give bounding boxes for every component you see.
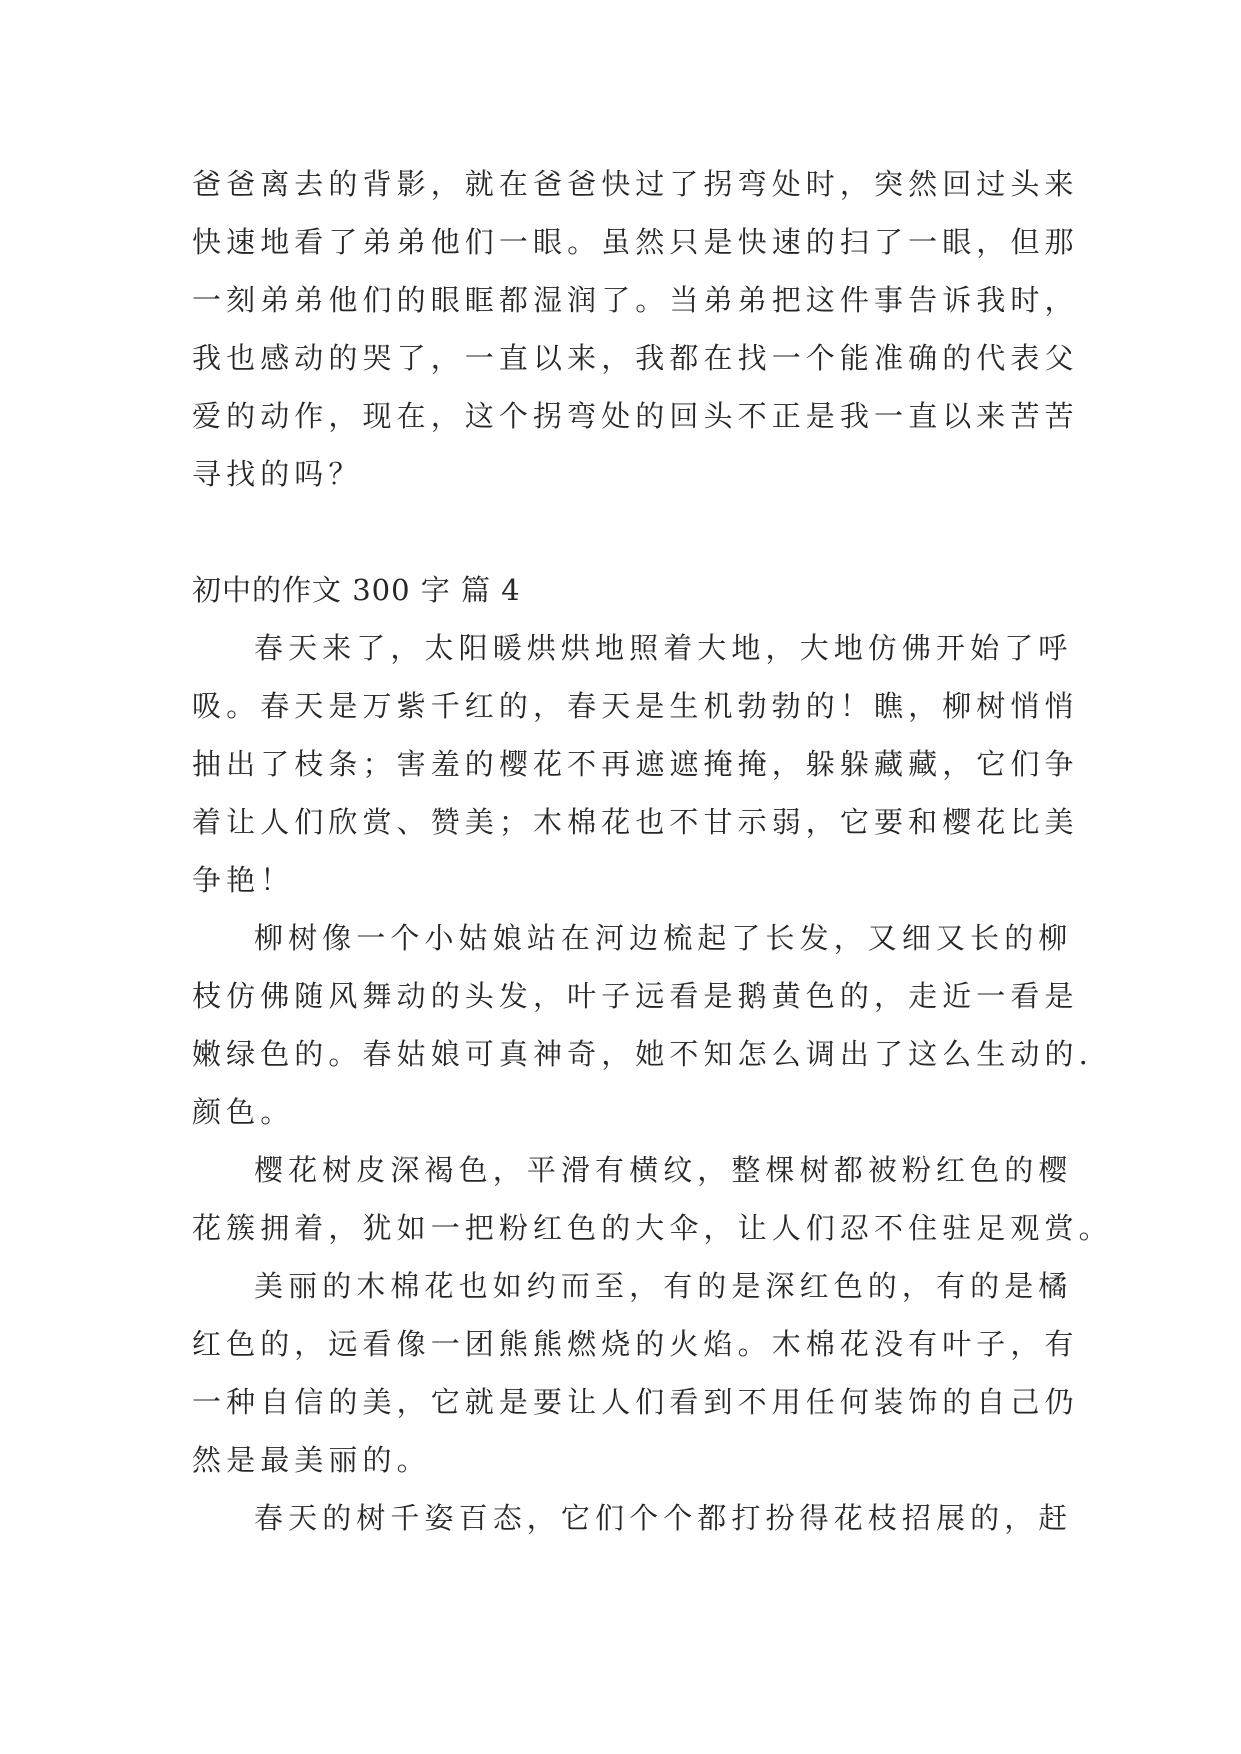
paragraph-line: 美丽的木棉花也如约而至，有的是深红色的，有的是橘 bbox=[254, 1269, 1073, 1303]
paragraph-line: 快速地看了弟弟他们一眼。虽然只是快速的扫了一眼，但那 bbox=[192, 225, 1079, 259]
paragraph-line: 一种自信的美，它就是要让人们看到不用任何装饰的自己仍 bbox=[192, 1385, 1079, 1419]
paragraph-line: 一刻弟弟他们的眼眶都湿润了。当弟弟把这件事告诉我时， bbox=[192, 283, 1079, 317]
paragraph-line: 柳树像一个小姑娘站在河边梳起了长发，又细又长的柳 bbox=[254, 921, 1073, 955]
paragraph-line: 爸爸离去的背影，就在爸爸快过了拐弯处时，突然回过头来 bbox=[192, 167, 1079, 201]
paragraph-line: 我也感动的哭了，一直以来，我都在找一个能准确的代表父 bbox=[192, 341, 1079, 375]
paragraph-line: 樱花树皮深褐色，平滑有横纹，整棵树都被粉红色的樱 bbox=[254, 1153, 1073, 1187]
paragraph-line: 颜色。 bbox=[192, 1095, 295, 1129]
paragraph-line: 红色的，远看像一团熊熊燃烧的火焰。木棉花没有叶子，有 bbox=[192, 1327, 1079, 1361]
paragraph-line: 枝仿佛随风舞动的头发，叶子远看是鹅黄色的，走近一看是 bbox=[192, 979, 1079, 1013]
paragraph-line: 春天来了，太阳暖烘烘地照着大地，大地仿佛开始了呼 bbox=[254, 631, 1073, 665]
paragraph-line: 寻找的吗？ bbox=[192, 457, 363, 491]
paragraph-line: 着让人们欣赏、赞美；木棉花也不甘示弱，它要和樱花比美 bbox=[192, 805, 1079, 839]
paragraph-line: 爱的动作，现在，这个拐弯处的回头不正是我一直以来苦苦 bbox=[192, 399, 1079, 433]
paragraph-line: 花簇拥着，犹如一把粉红色的大伞，让人们忍不住驻足观赏。 bbox=[192, 1211, 1113, 1245]
paragraph-line: 然是最美丽的。 bbox=[192, 1443, 431, 1477]
paragraph-line: 嫩绿色的。春姑娘可真神奇，她不知怎么调出了这么生动的. bbox=[192, 1037, 1093, 1071]
paragraph-line: 争艳！ bbox=[192, 863, 295, 897]
paragraph-line: 春天的树千姿百态，它们个个都打扮得花枝招展的，赶 bbox=[254, 1501, 1073, 1535]
section-heading: 初中的作文 300 字 篇 4 bbox=[192, 573, 521, 607]
paragraph-line: 抽出了枝条；害羞的樱花不再遮遮掩掩，躲躲藏藏，它们争 bbox=[192, 747, 1079, 781]
paragraph-line: 吸。春天是万紫千红的，春天是生机勃勃的！瞧，柳树悄悄 bbox=[192, 689, 1079, 723]
